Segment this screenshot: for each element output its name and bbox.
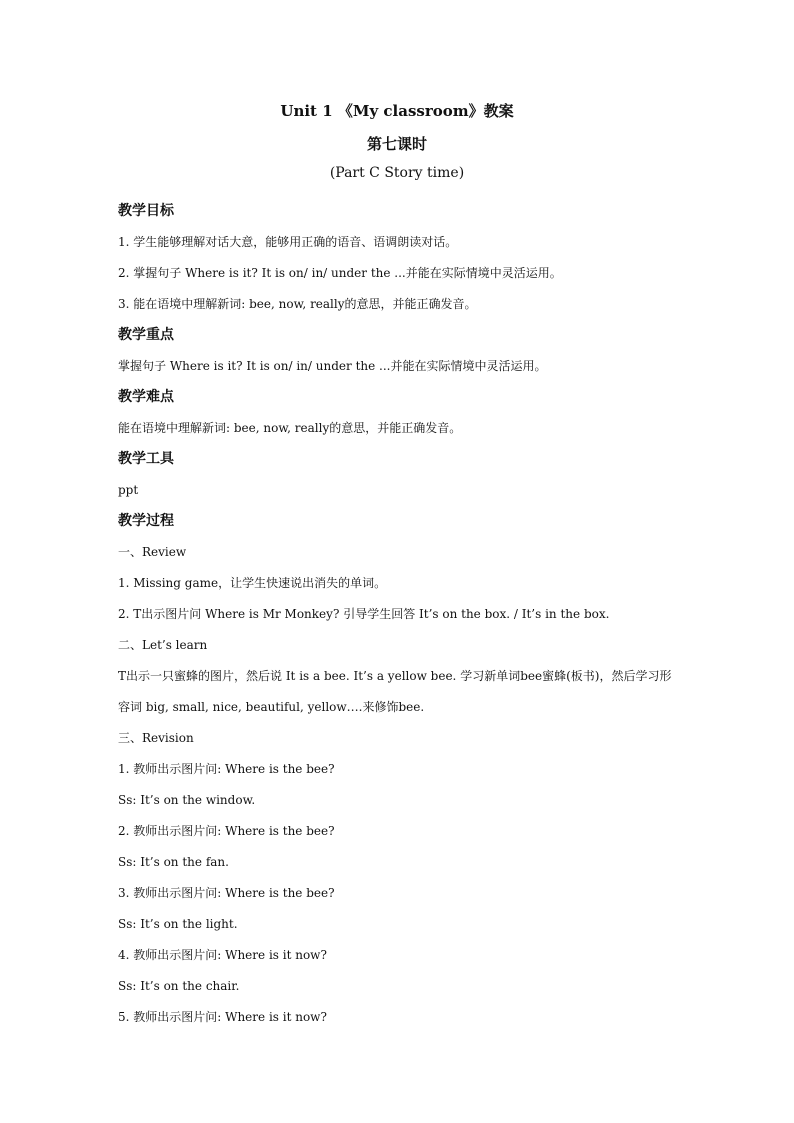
- revision-item: 5. 教师出示图片问: Where is it now?: [118, 1010, 327, 1024]
- document-body: [118, 196, 678, 1033]
- goals-heading: 教学目标: [118, 203, 174, 219]
- key-points-heading: 教学重点: [118, 327, 174, 343]
- review-item: 2. T出示图片问 Where is Mr Monkey? 引导学生回答 It’s on the box. / It’s in the box.: [118, 607, 610, 621]
- part-subtitle: (Part C Story time): [329, 165, 465, 181]
- revision-item: 4. 教师出示图片问: Where is it now?: [118, 948, 327, 962]
- revision-item: 1. 教师出示图片问: Where is the bee?: [118, 762, 335, 776]
- teaching-tools-heading: 教学工具: [118, 451, 174, 467]
- teaching-process-heading: 教学过程: [118, 513, 174, 529]
- revision-heading: 三、Revision: [118, 731, 194, 745]
- review-item: 1. Missing game，让学生快速说出消失的单词。: [118, 576, 387, 590]
- learn-text: T出示一只蜜蜂的图片，然后说 It is a bee. It’s a yellow bee. 学习新单词bee蜜蜂(板书)，然后学习形容词 big, small, nice, beautiful, yellow….来修饰bee.: [118, 669, 672, 714]
- revision-item: 3. 教师出示图片问: Where is the bee?: [118, 886, 335, 900]
- teaching-tools-text: ppt: [118, 483, 139, 497]
- revision-item: Ss: It’s on the window.: [118, 793, 256, 807]
- revision-item: 2. 教师出示图片问: Where is the bee?: [118, 824, 335, 838]
- goal-item: 1. 学生能够理解对话大意，能够用正确的语音、语调朗读对话。: [118, 235, 458, 249]
- key-points-text: 掌握句子 Where is it? It is on/ in/ under the ...并能在实际情境中灵活运用。: [118, 359, 547, 373]
- learn-heading: 二、Let’s learn: [118, 638, 208, 652]
- goal-item: 3. 能在语境中理解新词: bee, now, really的意思，并能正确发音。: [118, 297, 477, 311]
- document-title: Unit 1 《My classroom》教案: [280, 102, 514, 120]
- revision-item: Ss: It’s on the chair.: [118, 979, 240, 993]
- difficult-points-heading: 教学难点: [118, 389, 174, 405]
- revision-item: Ss: It’s on the light.: [118, 917, 238, 931]
- lesson-number: 第七课时: [366, 135, 427, 153]
- revision-item: Ss: It’s on the fan.: [118, 855, 229, 869]
- review-heading: 一、Review: [118, 545, 187, 559]
- goal-item: 2. 掌握句子 Where is it? It is on/ in/ under the ...并能在实际情境中灵活运用。: [118, 266, 562, 280]
- difficult-points-text: 能在语境中理解新词: bee, now, really的意思，并能正确发音。: [118, 421, 462, 435]
